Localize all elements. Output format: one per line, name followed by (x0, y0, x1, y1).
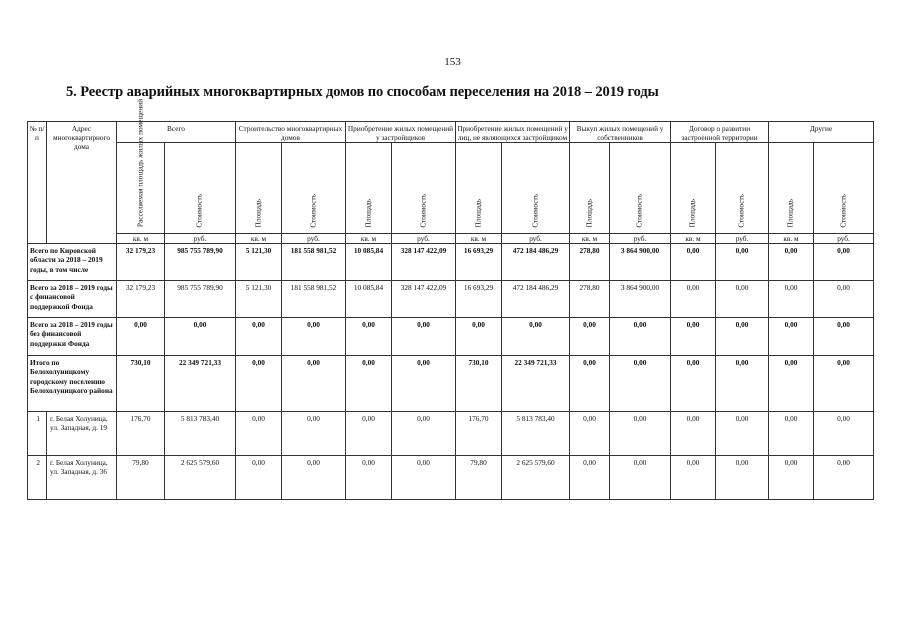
table-cell: 0,00 (769, 318, 814, 356)
table-cell: 0,00 (716, 356, 769, 412)
table-cell: 0,00 (814, 244, 874, 281)
table-cell: 32 179,23 (117, 281, 165, 318)
table-cell: 985 755 789,90 (165, 281, 236, 318)
table-cell: 0,00 (769, 281, 814, 318)
table-cell: 278,80 (570, 244, 610, 281)
unit-cell: руб. (165, 234, 236, 244)
header-group-development-contract: Договор о развитии застроенной территории (671, 122, 769, 143)
table-cell: 0,00 (769, 356, 814, 412)
unit-cell: руб. (392, 234, 456, 244)
table-cell: 0,00 (716, 456, 769, 500)
header-sub: Площадь (671, 143, 716, 234)
header-sub: Стоимость (502, 143, 570, 234)
table-cell: 181 558 981,52 (282, 244, 346, 281)
unit-cell: кв. м (346, 234, 392, 244)
header-address: Адрес многоквартирного дома (47, 122, 117, 244)
header-group-developers: Приобретение жилых помещений у застройщиков (346, 122, 456, 143)
table-cell: 0,00 (814, 412, 874, 456)
row-address: г. Белая Холуница, ул. Западная, д. 19 (47, 412, 117, 456)
table-cell: 985 755 789,90 (165, 244, 236, 281)
table-cell: 0,00 (346, 456, 392, 500)
table-cell: 0,00 (671, 356, 716, 412)
table-cell: 79,80 (117, 456, 165, 500)
table-cell: 181 558 981,52 (282, 281, 346, 318)
header-row-units (28, 234, 874, 244)
table-cell: 0,00 (671, 412, 716, 456)
table-cell: 16 693,29 (456, 281, 502, 318)
unit-cell: руб. (282, 234, 346, 244)
table-row (28, 244, 874, 281)
table-cell: 0,00 (716, 318, 769, 356)
table-cell: 0,00 (282, 318, 346, 356)
unit-cell: кв. м (456, 234, 502, 244)
table-cell: 0,00 (570, 456, 610, 500)
header-sub: Стоимость (610, 143, 671, 234)
unit-cell: руб. (610, 234, 671, 244)
table-cell: 0,00 (671, 318, 716, 356)
table-cell: 0,00 (456, 318, 502, 356)
table-cell: 0,00 (236, 456, 282, 500)
header-group-construction: Строительство многоквартирных домов (236, 122, 346, 143)
header-row-sub (28, 143, 874, 234)
table-cell: 3 864 900,00 (610, 281, 671, 318)
header-sub: Стоимость (392, 143, 456, 234)
table-cell: 0,00 (610, 356, 671, 412)
table-cell: 176,70 (456, 412, 502, 456)
unit-cell: руб. (502, 234, 570, 244)
registry-table (27, 99, 874, 500)
document-title: 5. Реестр аварийных многоквартирных домов по способам переселения на 2018 – 2019 годы (66, 84, 659, 100)
table-cell: 0,00 (610, 318, 671, 356)
table-cell: 730,10 (117, 356, 165, 412)
header-num: № п/п (28, 122, 47, 244)
table-cell: 0,00 (814, 318, 874, 356)
table-cell: 5 121,30 (236, 281, 282, 318)
table-cell: 0,00 (392, 318, 456, 356)
table-cell: 328 147 422,09 (392, 281, 456, 318)
table-cell: 472 184 486,29 (502, 281, 570, 318)
unit-cell: кв. м (769, 234, 814, 244)
table-row (28, 318, 874, 356)
header-sub: Площадь (236, 143, 282, 234)
table-cell: 5 813 783,40 (165, 412, 236, 456)
header-sub: Площадь (769, 143, 814, 234)
table-cell: 3 864 900,00 (610, 244, 671, 281)
table-cell: 328 147 422,09 (392, 244, 456, 281)
table-cell: 0,00 (282, 356, 346, 412)
table-cell: 0,00 (671, 244, 716, 281)
table-cell: 0,00 (610, 412, 671, 456)
table-cell: 0,00 (165, 318, 236, 356)
table-row (28, 356, 874, 412)
header-group-total: Всего (117, 122, 236, 143)
table-cell: 0,00 (769, 244, 814, 281)
unit-cell: кв. м (117, 234, 165, 244)
table-row (28, 456, 874, 500)
row-address: г. Белая Холуница, ул. Западная, д. 36 (47, 456, 117, 500)
table-cell: 10 085,84 (346, 244, 392, 281)
header-sub: Стоимость (165, 143, 236, 234)
table-cell: 0,00 (769, 456, 814, 500)
table-row (28, 412, 874, 456)
header-sub: Площадь (570, 143, 610, 234)
table-cell: 0,00 (610, 456, 671, 500)
table-cell: 472 184 486,29 (502, 244, 570, 281)
table-cell: 32 179,23 (117, 244, 165, 281)
header-row-groups (28, 122, 874, 143)
table-row (28, 281, 874, 318)
table-cell: 0,00 (814, 456, 874, 500)
row-number: 1 (28, 412, 47, 456)
table-cell: 10 085,84 (346, 281, 392, 318)
table-cell: 2 625 579,60 (502, 456, 570, 500)
table-cell: 0,00 (502, 318, 570, 356)
table-cell: 0,00 (392, 456, 456, 500)
unit-cell: руб. (814, 234, 874, 244)
table-cell: 0,00 (716, 412, 769, 456)
table-cell: 0,00 (570, 412, 610, 456)
table-cell: 0,00 (671, 281, 716, 318)
header-group-other: Другие (769, 122, 874, 143)
table-cell: 0,00 (769, 412, 814, 456)
unit-cell: кв. м (671, 234, 716, 244)
table-cell: 0,00 (392, 412, 456, 456)
header-group-buyout: Выкуп жилых помещений у собственников (570, 122, 671, 143)
table-cell: 2 625 579,60 (165, 456, 236, 500)
row-number: 2 (28, 456, 47, 500)
table-cell: 176,70 (117, 412, 165, 456)
row-label: Всего по Кировской области за 2018 – 2019 годы, в том числе (28, 244, 117, 281)
table-cell: 0,00 (570, 318, 610, 356)
row-label: Итого по Белохолуницкому городскому поселению Белохолуницкого района (28, 356, 117, 412)
table-cell: 730,10 (456, 356, 502, 412)
header-sub: Стоимость (814, 143, 874, 234)
table-cell: 22 349 721,33 (165, 356, 236, 412)
table-cell: 0,00 (346, 356, 392, 412)
table-cell: 22 349 721,33 (502, 356, 570, 412)
unit-cell: кв. м (236, 234, 282, 244)
header-group-non-developers: Приобретение жилых помещений у лиц, не являющихся застройщиком (456, 122, 570, 143)
table-cell: 0,00 (236, 412, 282, 456)
table-cell: 0,00 (671, 456, 716, 500)
table-cell: 0,00 (236, 318, 282, 356)
table-cell: 5 813 783,40 (502, 412, 570, 456)
table-cell: 0,00 (392, 356, 456, 412)
table-cell: 0,00 (570, 356, 610, 412)
table-cell: 0,00 (716, 281, 769, 318)
table-cell: 0,00 (346, 318, 392, 356)
table-cell: 16 693,29 (456, 244, 502, 281)
header-sub: Площадь (456, 143, 502, 234)
header-sub: Стоимость (282, 143, 346, 234)
table-cell: 0,00 (282, 412, 346, 456)
table-cell: 0,00 (117, 318, 165, 356)
table-cell: 278,80 (570, 281, 610, 318)
page-number: 153 (444, 56, 461, 68)
table-cell: 0,00 (814, 356, 874, 412)
header-sub: Стоимость (716, 143, 769, 234)
row-label: Всего за 2018 – 2019 годы без финансовой поддержки Фонда (28, 318, 117, 356)
table-cell: 5 121,30 (236, 244, 282, 281)
table-cell: 0,00 (282, 456, 346, 500)
unit-cell: кв. м (570, 234, 610, 244)
table-cell: 0,00 (716, 244, 769, 281)
row-label: Всего за 2018 – 2019 годы с финансовой поддержкой Фонда (28, 281, 117, 318)
table-cell: 79,80 (456, 456, 502, 500)
table-cell: 0,00 (346, 412, 392, 456)
header-sub: Площадь (346, 143, 392, 234)
table-cell: 0,00 (814, 281, 874, 318)
table-cell: 0,00 (236, 356, 282, 412)
header-sub: Расселяемая площадь жилых помещений (117, 143, 165, 234)
unit-cell: руб. (716, 234, 769, 244)
